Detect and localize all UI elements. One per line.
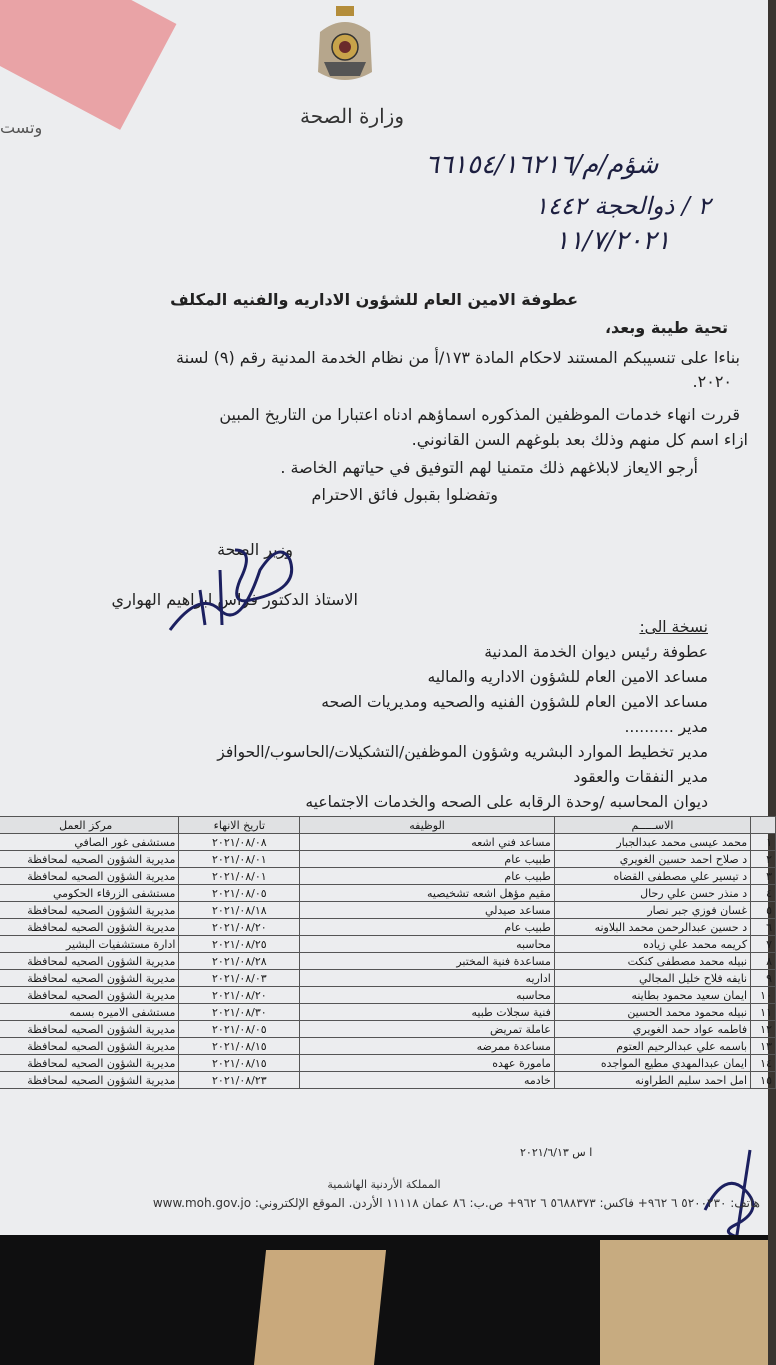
table-row [0,1004,776,1021]
typist-date: ا س ٢٠٢١/٦/١٣ [520,1146,593,1159]
employee-job: مامورة عهده [300,1055,555,1072]
table-row [0,834,776,851]
employee-job: مساعد فني اشعه [300,834,555,851]
employee-job: مساعدة ممرضه [300,1038,555,1055]
employee-name: ايمان سعيد محمود بطاينه [554,987,750,1004]
table-row [0,919,776,936]
end-date: ٢٠٢١/٠٨/٢٠ [179,919,300,936]
signer-title: وزير الصحة [217,540,293,559]
ministry-name: وزارة الصحة [300,104,404,128]
copy-recipient: عطوفة رئيس ديوان الخدمة المدنية [484,643,708,661]
employee-job: اداريه [300,970,555,987]
employee-job: مقيم مؤهل اشعه تشخيصيه [300,885,555,902]
row-number: ١ [751,834,776,851]
table-row [0,1038,776,1055]
table-row [0,987,776,1004]
gregorian-date: ١١/٧/٢٠٢١ [555,226,671,256]
copy-recipient: مدير .......... [624,718,708,736]
employee-name: د حسين عبدالرحمن محمد البلاونه [554,919,750,936]
end-date: ٢٠٢١/٠٨/٠٨ [179,834,300,851]
row-number: ٧ [751,936,776,953]
row-number: ١٤ [751,1055,776,1072]
copies-list [217,618,708,818]
end-date: ٢٠٢١/٠٨/٢٠ [179,987,300,1004]
col-header-job: الوظيفه [300,817,555,834]
workplace: مديرية الشؤون الصحيه لمحافظة [0,1072,179,1089]
footer-contact: هاتف: ٥٢٠٠٢٣٠ ٦ ٩٦٢+ فاكس: ٥٦٨٨٣٧٣ ٦ ٩٦٢+ ص.ب: ٨٦ عمان ١١١١٨ الأردن. الموقع الإلكتروني: www.moh.gov.jo [152,1196,760,1210]
employee-name: نايفه فلاح خليل المجالي [554,970,750,987]
floor-patch [600,1240,768,1365]
row-number: ١٢ [751,1021,776,1038]
workplace: مستشفى غور الصافي [0,834,179,851]
letter-paragraph-1-line-2: ٢٠٢٠. [692,372,732,391]
copy-recipient: مدير تخطيط الموارد البشريه وشؤون الموظفين/التشكيلات/الحاسوب/الحوافز [217,743,708,761]
end-date: ٢٠٢١/٠٨/٠٥ [179,1021,300,1038]
workplace: مديرية الشؤون الصحيه لمحافظة [0,851,179,868]
end-date: ٢٠٢١/٠٨/٢٨ [179,953,300,970]
letter-paragraph-3: أرجو الايعاز لابلاغهم ذلك متمنيا لهم التوفيق في حياتهم الخاصة . [280,458,698,477]
row-number: ١٥ [751,1072,776,1089]
row-number: ٣ [751,868,776,885]
end-date: ٢٠٢١/٠٨/١٨ [179,902,300,919]
copy-recipient: مساعد الامين العام للشؤون الفنيه والصحيه ومديريات الصحه [321,693,708,711]
letter-recipient: عطوفة الامين العام للشؤون الاداريه والفنيه المكلف [170,290,578,309]
workplace: مديرية الشؤون الصحيه لمحافظة [0,953,179,970]
end-date: ٢٠٢١/٠٨/٢٥ [179,936,300,953]
workplace: مديرية الشؤون الصحيه لمحافظة [0,902,179,919]
letter-closing: وتفضلوا بقبول فائق الاحترام [311,485,498,504]
end-date: ٢٠٢١/٠٨/١٥ [179,1038,300,1055]
end-date: ٢٠٢١/٠٨/١٥ [179,1055,300,1072]
employee-name: نبيله محمود محمد الحسين [554,1004,750,1021]
hijri-date: ٢ / ذوالحجة ١٤٤٢ [535,192,711,220]
workplace: مستشفى الزرقاء الحكومي [0,885,179,902]
table-row [0,902,776,919]
employee-name: ايمان عبدالمهدي مطيع المواجده [554,1055,750,1072]
row-number: ٨ [751,953,776,970]
row-number: ٩ [751,970,776,987]
employee-job: مساعد صيدلي [300,902,555,919]
employee-job: طبيب عام [300,919,555,936]
employee-name: فاطمه عواد حمد الغويري [554,1021,750,1038]
col-header-number [751,817,776,834]
row-number: ٢ [751,851,776,868]
employee-job: عاملة تمريض [300,1021,555,1038]
employee-name: غسان فوزي جبر نصار [554,902,750,919]
workplace: مستشفى الاميره بسمه [0,1004,179,1021]
employee-name: باسمه علي عبدالرحيم العتوم [554,1038,750,1055]
workplace: مديرية الشؤون الصحيه لمحافظة [0,919,179,936]
table-row [0,953,776,970]
workplace: مديرية الشؤون الصحيه لمحافظة [0,1055,179,1072]
letter-greeting: تحية طيبة وبعد، [604,318,728,337]
employee-name: د تيسير علي مصطفى القضاه [554,868,750,885]
employee-name: نبيله محمد مصطفى كنكت [554,953,750,970]
workplace: ادارة مستشفيات البشير [0,936,179,953]
copies-heading: نسخة الى: [639,618,708,636]
employee-name: محمد عيسى محمد عبدالجبار [554,834,750,851]
end-date: ٢٠٢١/٠٨/٠٥ [179,885,300,902]
workplace: مديرية الشؤون الصحيه لمحافظة [0,868,179,885]
employee-name: امل احمد سليم الطراونه [554,1072,750,1089]
workplace: مديرية الشؤون الصحيه لمحافظة [0,1038,179,1055]
employees-table [0,816,776,1089]
employee-job: فنية سجلات طبيه [300,1004,555,1021]
signer-name: الاستاذ الدكتور فراس ابراهيم الهواري [111,590,358,609]
table-row [0,868,776,885]
row-number: ٤ [751,885,776,902]
table-row [0,970,776,987]
table-row [0,1021,776,1038]
reference-number: شؤم/م/٦٦١٥٤/١٦٢١٦ [425,150,659,180]
floor-patch [254,1250,386,1365]
end-date: ٢٠٢١/٠٨/٠١ [179,851,300,868]
table-row [0,851,776,868]
letter-paragraph-1-line-1: بناءا على تنسيبكم المستند لاحكام المادة ١٧٣/أ من نظام الخدمة المدنية رقم (٩) لسنة [175,348,740,367]
table-row [0,936,776,953]
copy-recipient: ديوان المحاسبه /وحدة الرقابه على الصحه والخدمات الاجتماعيه [305,793,708,811]
pink-paper-corner [0,0,176,130]
end-date: ٢٠٢١/٠٨/٠١ [179,868,300,885]
workplace: مديرية الشؤون الصحيه لمحافظة [0,987,179,1004]
seal-fragment: وتست [0,118,43,137]
copy-recipient: مساعد الامين العام للشؤون الاداريه والماليه [427,668,708,686]
employee-job: خادمه [300,1072,555,1089]
employee-job: مساعدة فنية المختبر [300,953,555,970]
col-header-name: الاســـــم [554,817,750,834]
employee-name: كريمه محمد علي زياده [554,936,750,953]
table-row [0,1072,776,1089]
employee-job: محاسبه [300,936,555,953]
end-date: ٢٠٢١/٠٨/٠٣ [179,970,300,987]
row-number: ١٠ [751,987,776,1004]
row-number: ١٣ [751,1038,776,1055]
employee-job: طبيب عام [300,868,555,885]
employee-job: طبيب عام [300,851,555,868]
copy-recipient: مدير النفقات والعقود [573,768,708,786]
table-row [0,1055,776,1072]
letter-paragraph-2-line-2: ازاء اسم كل منهم وذلك بعد بلوغهم السن القانوني. [411,430,748,449]
row-number: ٥ [751,902,776,919]
table-row [0,885,776,902]
jordan-coat-of-arms-icon [310,2,380,90]
employee-job: محاسبه [300,987,555,1004]
col-header-workplace: مركز العمل [0,817,179,834]
end-date: ٢٠٢١/٠٨/٢٣ [179,1072,300,1089]
row-number: ٦ [751,919,776,936]
employee-name: د صلاح احمد حسين الغويري [554,851,750,868]
table-header-row [0,817,776,834]
col-header-end-date: تاريخ الانهاء [179,817,300,834]
workplace: مديرية الشؤون الصحيه لمحافظة [0,970,179,987]
row-number: ١١ [751,1004,776,1021]
letter-paragraph-2-line-1: قررت انهاء خدمات الموظفين المذكوره اسماؤهم ادناه اعتبارا من التاريخ المبين [219,405,740,424]
footer-kingdom: المملكة الأردنية الهاشمية [327,1178,441,1191]
workplace: مديرية الشؤون الصحيه لمحافظة [0,1021,179,1038]
end-date: ٢٠٢١/٠٨/٣٠ [179,1004,300,1021]
employee-name: د منذر حسن علي رحال [554,885,750,902]
